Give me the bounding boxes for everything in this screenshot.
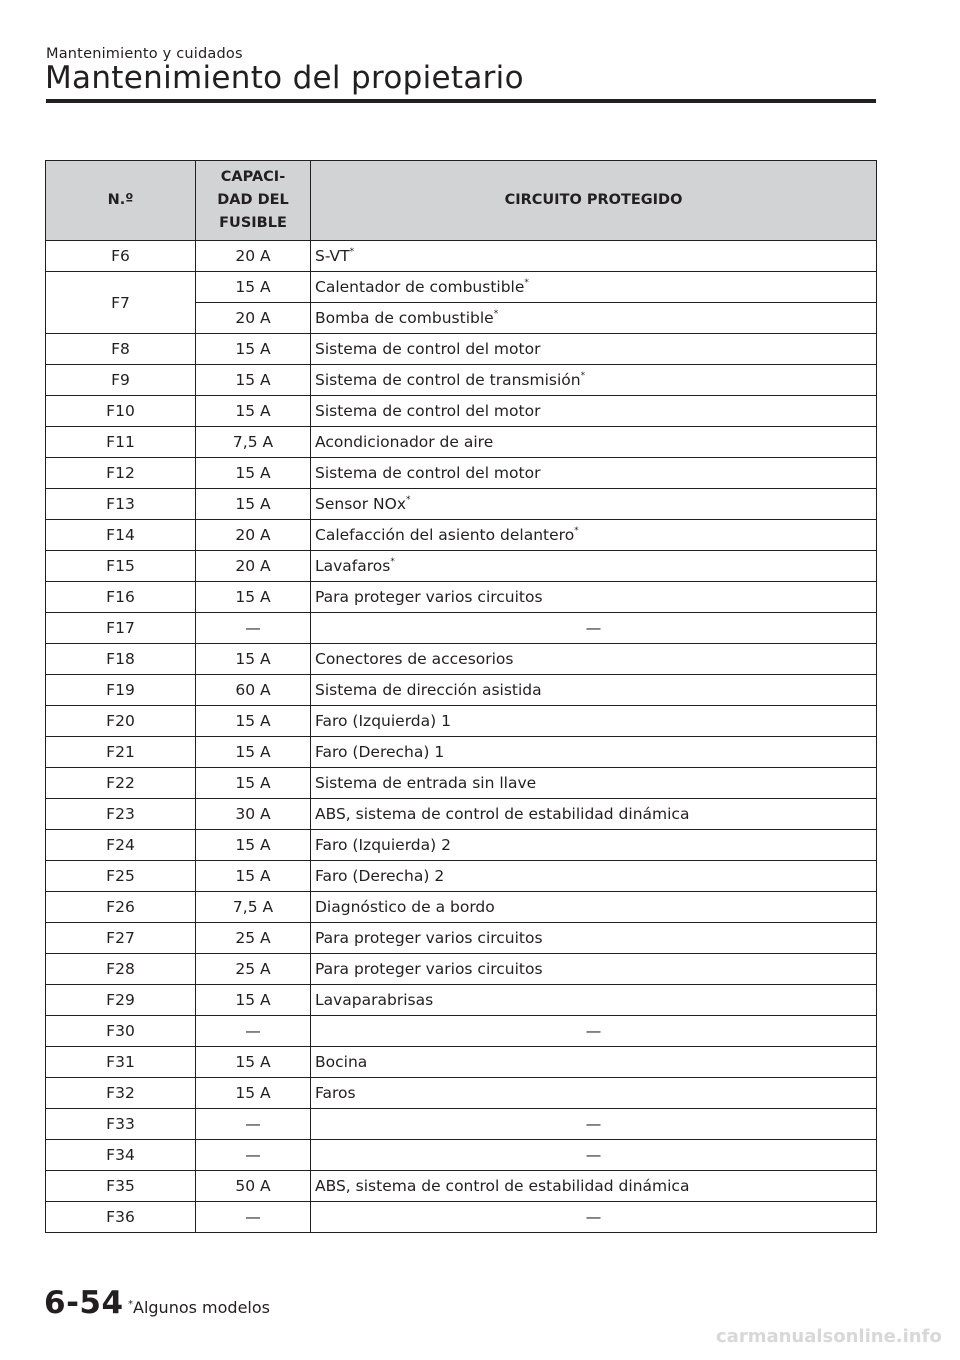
fuse-capacity-cell: 30 A xyxy=(196,799,311,830)
fuse-number-cell: F14 xyxy=(46,520,196,551)
protected-circuit-cell xyxy=(311,1078,877,1109)
circuit-text: Sistema de dirección asistida xyxy=(315,681,542,699)
fuse-number-cell: F23 xyxy=(46,799,196,830)
fuse-number-cell: F28 xyxy=(46,954,196,985)
protected-circuit-cell xyxy=(311,241,877,272)
table-row xyxy=(46,706,877,737)
circuit-text: ABS, sistema de control de estabilidad dinámica xyxy=(315,1177,690,1195)
circuit-text: — xyxy=(585,1115,602,1133)
table-row xyxy=(46,427,877,458)
circuit-text: Sistema de entrada sin llave xyxy=(315,774,537,792)
circuit-text: Diagnóstico de a bordo xyxy=(315,898,495,916)
table-body xyxy=(46,241,877,1233)
fuse-capacity-cell: 15 A xyxy=(196,272,311,303)
fuse-capacity-cell: 15 A xyxy=(196,334,311,365)
table-row xyxy=(46,985,877,1016)
fuse-capacity-cell: — xyxy=(196,1202,311,1233)
fuse-capacity-cell: 15 A xyxy=(196,861,311,892)
fuse-capacity-cell: 15 A xyxy=(196,396,311,427)
watermark: carmanualsonline.info xyxy=(716,1326,942,1347)
table-row xyxy=(46,489,877,520)
fuse-capacity-cell: — xyxy=(196,1109,311,1140)
circuit-text: Sistema de control de transmisión xyxy=(315,371,581,389)
table-row xyxy=(46,675,877,706)
circuit-text: Faro (Izquierda) 2 xyxy=(315,836,451,854)
protected-circuit-cell xyxy=(311,427,877,458)
fuse-number-cell: F8 xyxy=(46,334,196,365)
circuit-text: Faros xyxy=(315,1084,356,1102)
protected-circuit-cell xyxy=(311,303,877,334)
header-capacity: CAPACI- DAD DEL FUSIBLE xyxy=(196,161,311,241)
protected-circuit-cell xyxy=(311,954,877,985)
some-models-mark: * xyxy=(580,371,586,381)
table-row xyxy=(46,365,877,396)
circuit-text: Calentador de combustible xyxy=(315,278,525,296)
circuit-text: Calefacción del asiento delantero xyxy=(315,526,575,544)
protected-circuit-cell xyxy=(311,613,877,644)
circuit-text: Conectores de accesorios xyxy=(315,650,514,668)
fuse-number-cell: F20 xyxy=(46,706,196,737)
fuse-capacity-cell: 20 A xyxy=(196,551,311,582)
some-models-mark: * xyxy=(349,247,355,257)
fuse-number-cell: F26 xyxy=(46,892,196,923)
table-row xyxy=(46,458,877,489)
fuse-table xyxy=(45,160,877,1233)
table-row xyxy=(46,799,877,830)
protected-circuit-cell xyxy=(311,272,877,303)
fuse-number-cell: F33 xyxy=(46,1109,196,1140)
fuse-capacity-cell: 7,5 A xyxy=(196,427,311,458)
circuit-text: Acondicionador de aire xyxy=(315,433,494,451)
fuse-number-cell: F29 xyxy=(46,985,196,1016)
fuse-capacity-cell: 15 A xyxy=(196,489,311,520)
some-models-mark: * xyxy=(524,278,529,288)
table-row xyxy=(46,613,877,644)
protected-circuit-cell xyxy=(311,768,877,799)
fuse-number-cell: F16 xyxy=(46,582,196,613)
fuse-capacity-cell: 15 A xyxy=(196,1078,311,1109)
fuse-number-cell: F12 xyxy=(46,458,196,489)
circuit-text: Sistema de control del motor xyxy=(315,464,541,482)
table-row xyxy=(46,923,877,954)
circuit-text: Sistema de control del motor xyxy=(315,340,541,358)
fuse-capacity-cell: 15 A xyxy=(196,768,311,799)
circuit-text: Sistema de control del motor xyxy=(315,402,541,420)
protected-circuit-cell xyxy=(311,520,877,551)
fuse-capacity-cell: 15 A xyxy=(196,830,311,861)
fuse-number-cell: F9 xyxy=(46,365,196,396)
circuit-text: — xyxy=(585,1146,602,1164)
fuse-capacity-cell: 15 A xyxy=(196,458,311,489)
fuse-number-cell: F13 xyxy=(46,489,196,520)
circuit-text: Para proteger varios circuitos xyxy=(315,960,543,978)
fuse-capacity-cell: 15 A xyxy=(196,985,311,1016)
table-row xyxy=(46,334,877,365)
circuit-text: — xyxy=(585,1208,602,1226)
fuse-number-cell: F31 xyxy=(46,1047,196,1078)
protected-circuit-cell xyxy=(311,799,877,830)
circuit-text: S-VT xyxy=(315,247,350,265)
table-row xyxy=(46,954,877,985)
fuse-number-cell: F7 xyxy=(46,272,196,334)
fuse-capacity-cell: — xyxy=(196,613,311,644)
fuse-capacity-cell: 20 A xyxy=(196,303,311,334)
fuse-number-cell: F6 xyxy=(46,241,196,272)
fuse-capacity-cell: 15 A xyxy=(196,1047,311,1078)
table-row xyxy=(46,1171,877,1202)
footnote xyxy=(128,1298,270,1317)
fuse-number-cell: F18 xyxy=(46,644,196,675)
table-row xyxy=(46,551,877,582)
fuse-capacity-cell: 15 A xyxy=(196,706,311,737)
fuse-capacity-cell: 15 A xyxy=(196,365,311,396)
some-models-mark: * xyxy=(574,526,579,536)
fuse-number-cell: F22 xyxy=(46,768,196,799)
fuse-number-cell: F36 xyxy=(46,1202,196,1233)
circuit-text: Para proteger varios circuitos xyxy=(315,588,543,606)
circuit-text: Lavafaros xyxy=(315,557,391,575)
fuse-capacity-cell: 50 A xyxy=(196,1171,311,1202)
fuse-capacity-cell: 20 A xyxy=(196,241,311,272)
fuse-capacity-cell: 15 A xyxy=(196,737,311,768)
circuit-text: Faro (Derecha) 1 xyxy=(315,743,445,761)
protected-circuit-cell xyxy=(311,892,877,923)
table-row xyxy=(46,768,877,799)
protected-circuit-cell xyxy=(311,458,877,489)
breadcrumb: Mantenimiento y cuidados xyxy=(46,46,243,62)
table-row xyxy=(46,1078,877,1109)
fuse-capacity-cell: 60 A xyxy=(196,675,311,706)
table-row xyxy=(46,582,877,613)
fuse-number-cell: F34 xyxy=(46,1140,196,1171)
fuse-capacity-cell: 20 A xyxy=(196,520,311,551)
fuse-capacity-cell: — xyxy=(196,1016,311,1047)
fuse-number-cell: F19 xyxy=(46,675,196,706)
circuit-text: Bomba de combustible xyxy=(315,309,494,327)
table-row xyxy=(46,1109,877,1140)
table-row xyxy=(46,241,877,272)
header-number: N.º xyxy=(46,161,196,241)
fuse-capacity-cell: 7,5 A xyxy=(196,892,311,923)
circuit-text: — xyxy=(585,1022,602,1040)
fuse-capacity-cell: 15 A xyxy=(196,644,311,675)
protected-circuit-cell xyxy=(311,489,877,520)
fuse-number-cell: F25 xyxy=(46,861,196,892)
protected-circuit-cell xyxy=(311,737,877,768)
fuse-number-cell: F35 xyxy=(46,1171,196,1202)
header-circuit: CIRCUITO PROTEGIDO xyxy=(311,161,877,241)
protected-circuit-cell xyxy=(311,334,877,365)
fuse-number-cell: F21 xyxy=(46,737,196,768)
table-row xyxy=(46,1202,877,1233)
circuit-text: ABS, sistema de control de estabilidad dinámica xyxy=(315,805,690,823)
footnote-mark: * xyxy=(128,1299,133,1310)
table-row xyxy=(46,1140,877,1171)
fuse-number-cell: F17 xyxy=(46,613,196,644)
some-models-mark: * xyxy=(406,495,411,505)
circuit-text: Faro (Derecha) 2 xyxy=(315,867,445,885)
table-row xyxy=(46,737,877,768)
fuse-number-cell: F30 xyxy=(46,1016,196,1047)
circuit-text: Faro (Izquierda) 1 xyxy=(315,712,451,730)
fuse-number-cell: F11 xyxy=(46,427,196,458)
protected-circuit-cell xyxy=(311,1109,877,1140)
table-row xyxy=(46,892,877,923)
table-row xyxy=(46,1016,877,1047)
some-models-mark: * xyxy=(390,557,395,567)
circuit-text: Para proteger varios circuitos xyxy=(315,929,543,947)
protected-circuit-cell xyxy=(311,830,877,861)
protected-circuit-cell xyxy=(311,1171,877,1202)
fuse-number-cell: F10 xyxy=(46,396,196,427)
circuit-text: Lavaparabrisas xyxy=(315,991,434,1009)
protected-circuit-cell xyxy=(311,675,877,706)
circuit-text: Sensor NOx xyxy=(315,495,407,513)
protected-circuit-cell xyxy=(311,1047,877,1078)
protected-circuit-cell xyxy=(311,644,877,675)
fuse-number-cell: F27 xyxy=(46,923,196,954)
table-row xyxy=(46,861,877,892)
protected-circuit-cell xyxy=(311,551,877,582)
circuit-text: — xyxy=(585,619,602,637)
table-row xyxy=(46,1047,877,1078)
protected-circuit-cell xyxy=(311,1016,877,1047)
fuse-capacity-cell: 25 A xyxy=(196,954,311,985)
protected-circuit-cell xyxy=(311,582,877,613)
footnote-text: Algunos modelos xyxy=(133,1298,270,1317)
fuse-capacity-cell: 15 A xyxy=(196,582,311,613)
circuit-text: Bocina xyxy=(315,1053,368,1071)
page-title: Mantenimiento del propietario xyxy=(45,60,524,96)
fuse-number-cell: F24 xyxy=(46,830,196,861)
protected-circuit-cell xyxy=(311,396,877,427)
protected-circuit-cell xyxy=(311,923,877,954)
table-row xyxy=(46,644,877,675)
page-number: 6-54 xyxy=(44,1285,124,1321)
some-models-mark: * xyxy=(493,309,499,319)
fuse-capacity-cell: — xyxy=(196,1140,311,1171)
table-row xyxy=(46,520,877,551)
protected-circuit-cell xyxy=(311,1202,877,1233)
fuse-number-cell: F32 xyxy=(46,1078,196,1109)
table-row xyxy=(46,272,877,303)
fuse-number-cell: F15 xyxy=(46,551,196,582)
protected-circuit-cell xyxy=(311,706,877,737)
fuse-capacity-cell: 25 A xyxy=(196,923,311,954)
protected-circuit-cell xyxy=(311,985,877,1016)
table-row xyxy=(46,396,877,427)
title-rule xyxy=(46,99,876,103)
protected-circuit-cell xyxy=(311,861,877,892)
table-header-row xyxy=(46,161,877,241)
protected-circuit-cell xyxy=(311,1140,877,1171)
table-row xyxy=(46,830,877,861)
protected-circuit-cell xyxy=(311,365,877,396)
